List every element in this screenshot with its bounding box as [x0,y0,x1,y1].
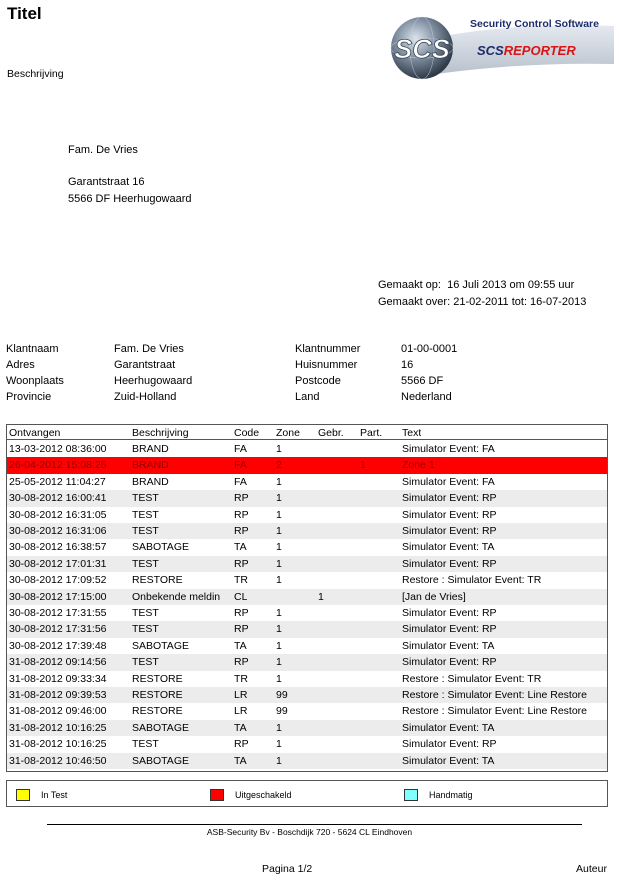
info-value: Garantstraat [114,359,176,371]
event-code: LR [234,689,248,701]
report-description: Beschrijving [7,68,64,80]
event-zone: 1 [276,541,282,554]
event-beschrijving: SABOTAGE [132,639,189,652]
event-beschrijving: SABOTAGE [132,721,189,734]
event-row [7,687,607,703]
event-row [7,605,607,621]
event-beschrijving: RESTORE [132,672,183,685]
event-zone: 1 [276,557,282,570]
footer-divider [47,824,582,825]
info-value: Fam. De Vries [114,343,184,355]
event-zone: 1 [276,443,282,455]
event-code: TA [234,541,247,554]
info-label: Provincie [6,391,52,403]
event-text: Simulator Event: RP [402,557,497,570]
event-beschrijving: TEST [132,656,159,669]
col-ontvangen: Ontvangen [9,427,61,439]
svg-text:SCSREPORTER [477,43,576,58]
event-text: Simulator Event: TA [402,541,495,554]
event-zone: 2 [276,459,282,472]
event-text: Simulator Event: TA [402,721,495,734]
event-code: LR [234,705,248,718]
event-ontvangen: 31-08-2012 10:16:25 [9,721,107,734]
event-ontvangen: 31-08-2012 10:16:25 [9,738,107,751]
event-ontvangen: 30-08-2012 16:31:06 [9,525,107,537]
event-text: Simulator Event: TA [402,754,495,767]
footer-company: ASB-Security Bv - Boschdijk 720 - 5624 CL Eindhoven [206,827,413,837]
event-ontvangen: 30-08-2012 17:31:56 [9,623,107,636]
event-zone: 1 [276,721,282,734]
legend [6,780,608,807]
col-part: Part. [360,427,383,439]
event-row [7,490,607,506]
legend-swatch-in-test [16,789,30,801]
event-ontvangen: 30-08-2012 17:15:00 [9,590,107,603]
info-label2: Land [295,391,320,403]
event-code: FA [234,459,247,472]
event-text: Simulator Event: RP [402,607,497,619]
event-code: RP [234,492,249,505]
event-beschrijving: RESTORE [132,705,183,718]
event-text: Restore : Simulator Event: TR [402,574,542,587]
event-row [7,654,607,670]
legend-swatch-uitgeschakeld [210,789,224,801]
event-ontvangen: 13-03-2012 08:36:00 [9,443,107,455]
col-zone: Zone [276,427,300,439]
event-zone: 1 [276,623,282,636]
report-title: Titel [7,4,42,23]
event-text: Simulator Event: TA [402,639,495,652]
event-beschrijving: BRAND [132,459,169,472]
event-code: RP [234,607,249,619]
event-ontvangen: 30-08-2012 17:39:48 [9,639,107,652]
logo-badge: SCS [394,34,450,64]
event-text: Simulator Event: RP [402,656,497,669]
event-row [7,720,607,736]
col-beschrijving: Beschrijving [132,427,189,439]
legend-label: Uitgeschakeld [235,790,292,800]
event-code: FA [234,443,247,455]
address-name: Fam. De Vries [68,144,138,156]
event-row [7,539,607,555]
logo-product-prefix: SCS [477,43,504,58]
event-zone: 1 [276,672,282,685]
event-zone: 1 [276,656,282,669]
info-label: Klantnaam [6,343,59,355]
event-beschrijving: SABOTAGE [132,541,189,554]
event-code: RP [234,623,249,636]
event-zone: 1 [276,754,282,767]
event-ontvangen: 31-08-2012 09:14:56 [9,656,107,669]
legend-swatch-handmatig [404,789,418,801]
event-text: Simulator Event: RP [402,623,497,636]
logo-product-suffix: REPORTER [503,43,576,58]
event-zone: 1 [276,525,282,537]
info-value2: 01-00-0001 [401,343,458,355]
event-code: RP [234,738,249,751]
event-beschrijving: TEST [132,525,159,537]
event-row [7,457,607,473]
event-code: CL [234,590,248,603]
event-part: 1 [360,459,366,472]
event-row [7,572,607,588]
event-code: RP [234,525,249,537]
event-code: RP [234,508,249,521]
event-beschrijving: SABOTAGE [132,754,189,767]
event-ontvangen: 31-08-2012 09:46:00 [9,705,107,718]
logo-tagline: Security Control Software [470,18,599,30]
event-code: TR [234,672,248,685]
event-beschrijving: Onbekende meldin [132,590,221,603]
event-code: TR [234,574,248,587]
event-row [7,507,607,523]
event-text: Restore : Simulator Event: Line Restore [402,689,588,701]
event-zone: 1 [276,607,282,619]
event-ontvangen: 31-08-2012 09:33:34 [9,672,107,685]
event-ontvangen: 30-08-2012 16:31:05 [9,508,107,521]
event-gebr: 1 [318,590,324,603]
event-row [7,474,607,490]
event-ontvangen: 25-05-2012 11:04:27 [9,475,106,488]
event-beschrijving: RESTORE [132,574,183,587]
made-on-label: Gemaakt op: [378,279,441,291]
event-ontvangen: 30-08-2012 17:09:52 [9,574,107,587]
made-on [378,279,574,291]
event-zone: 1 [276,574,282,587]
event-text: Simulator Event: RP [402,525,497,537]
event-row [7,621,607,637]
event-ontvangen: 26-04-2012 15:08:25 [9,459,107,472]
event-text: Zone 1 [402,459,435,472]
legend-label: In Test [41,790,68,800]
event-ontvangen: 30-08-2012 17:01:31 [9,557,107,570]
col-text: Text [402,427,422,439]
info-value2: 16 [401,359,414,371]
info-value: Heerhugowaard [114,375,193,387]
event-zone: 1 [276,508,282,521]
event-row [7,441,607,457]
info-label: Woonplaats [6,375,64,387]
event-ontvangen: 30-08-2012 16:38:57 [9,541,107,554]
event-row [7,638,607,654]
event-row [7,753,607,769]
event-zone: 1 [276,738,282,751]
event-row [7,556,607,572]
event-beschrijving: TEST [132,508,159,521]
event-zone: 1 [276,492,282,505]
made-over-label: Gemaakt over: [378,296,451,308]
event-row [7,523,607,539]
info-value2: Nederland [401,391,452,403]
event-ontvangen: 30-08-2012 17:31:55 [9,607,107,619]
event-beschrijving: TEST [132,557,159,570]
info-value2: 5566 DF [401,375,444,387]
event-zone: 1 [276,639,282,652]
event-text: [Jan de Vries] [402,590,466,603]
col-code: Code [234,427,260,439]
event-row [7,736,607,752]
event-beschrijving: RESTORE [132,689,183,701]
info-label2: Klantnummer [295,343,361,355]
event-text: Restore : Simulator Event: Line Restore [402,705,588,718]
event-row [7,589,607,605]
event-text: Simulator Event: RP [402,738,497,751]
scs-reporter-logo [384,12,616,82]
event-code: TA [234,639,247,652]
made-on-value: 16 Juli 2013 om 09:55 uur [447,279,575,291]
event-code: TA [234,754,247,767]
event-zone: 1 [276,475,282,488]
event-beschrijving: TEST [132,623,159,636]
event-code: RP [234,656,249,669]
event-text: Simulator Event: FA [402,443,495,455]
event-ontvangen: 30-08-2012 16:00:41 [9,492,107,505]
info-label2: Postcode [295,375,341,387]
info-value: Zuid-Holland [114,391,177,403]
event-code: TA [234,721,247,734]
address-street: Garantstraat 16 [68,176,145,188]
event-row [7,703,607,719]
event-code: RP [234,557,249,570]
events-table [6,424,608,772]
author: Auteur [576,863,607,875]
info-label2: Huisnummer [295,359,358,371]
event-zone: 99 [276,705,288,718]
event-beschrijving: BRAND [132,475,169,488]
legend-label: Handmatig [429,790,473,800]
event-text: Simulator Event: RP [402,492,497,505]
page-number: Pagina 1/2 [262,863,313,875]
events-header [7,425,607,440]
made-over-value: 21-02-2011 tot: 16-07-2013 [453,296,587,308]
event-ontvangen: 31-08-2012 09:39:53 [9,689,107,701]
event-text: Simulator Event: FA [402,475,495,488]
address-city: 5566 DF Heerhugowaard [68,193,192,205]
col-gebr: Gebr. [318,427,344,439]
event-row [7,671,607,687]
event-beschrijving: TEST [132,738,159,751]
event-beschrijving: TEST [132,492,159,505]
event-beschrijving: BRAND [132,443,169,455]
event-zone: 99 [276,689,288,701]
made-over [378,296,586,308]
event-text: Restore : Simulator Event: TR [402,672,542,685]
info-label: Adres [6,359,35,371]
event-code: FA [234,475,247,488]
event-ontvangen: 31-08-2012 10:46:50 [9,754,107,767]
event-text: Simulator Event: RP [402,508,497,521]
event-beschrijving: TEST [132,607,159,619]
